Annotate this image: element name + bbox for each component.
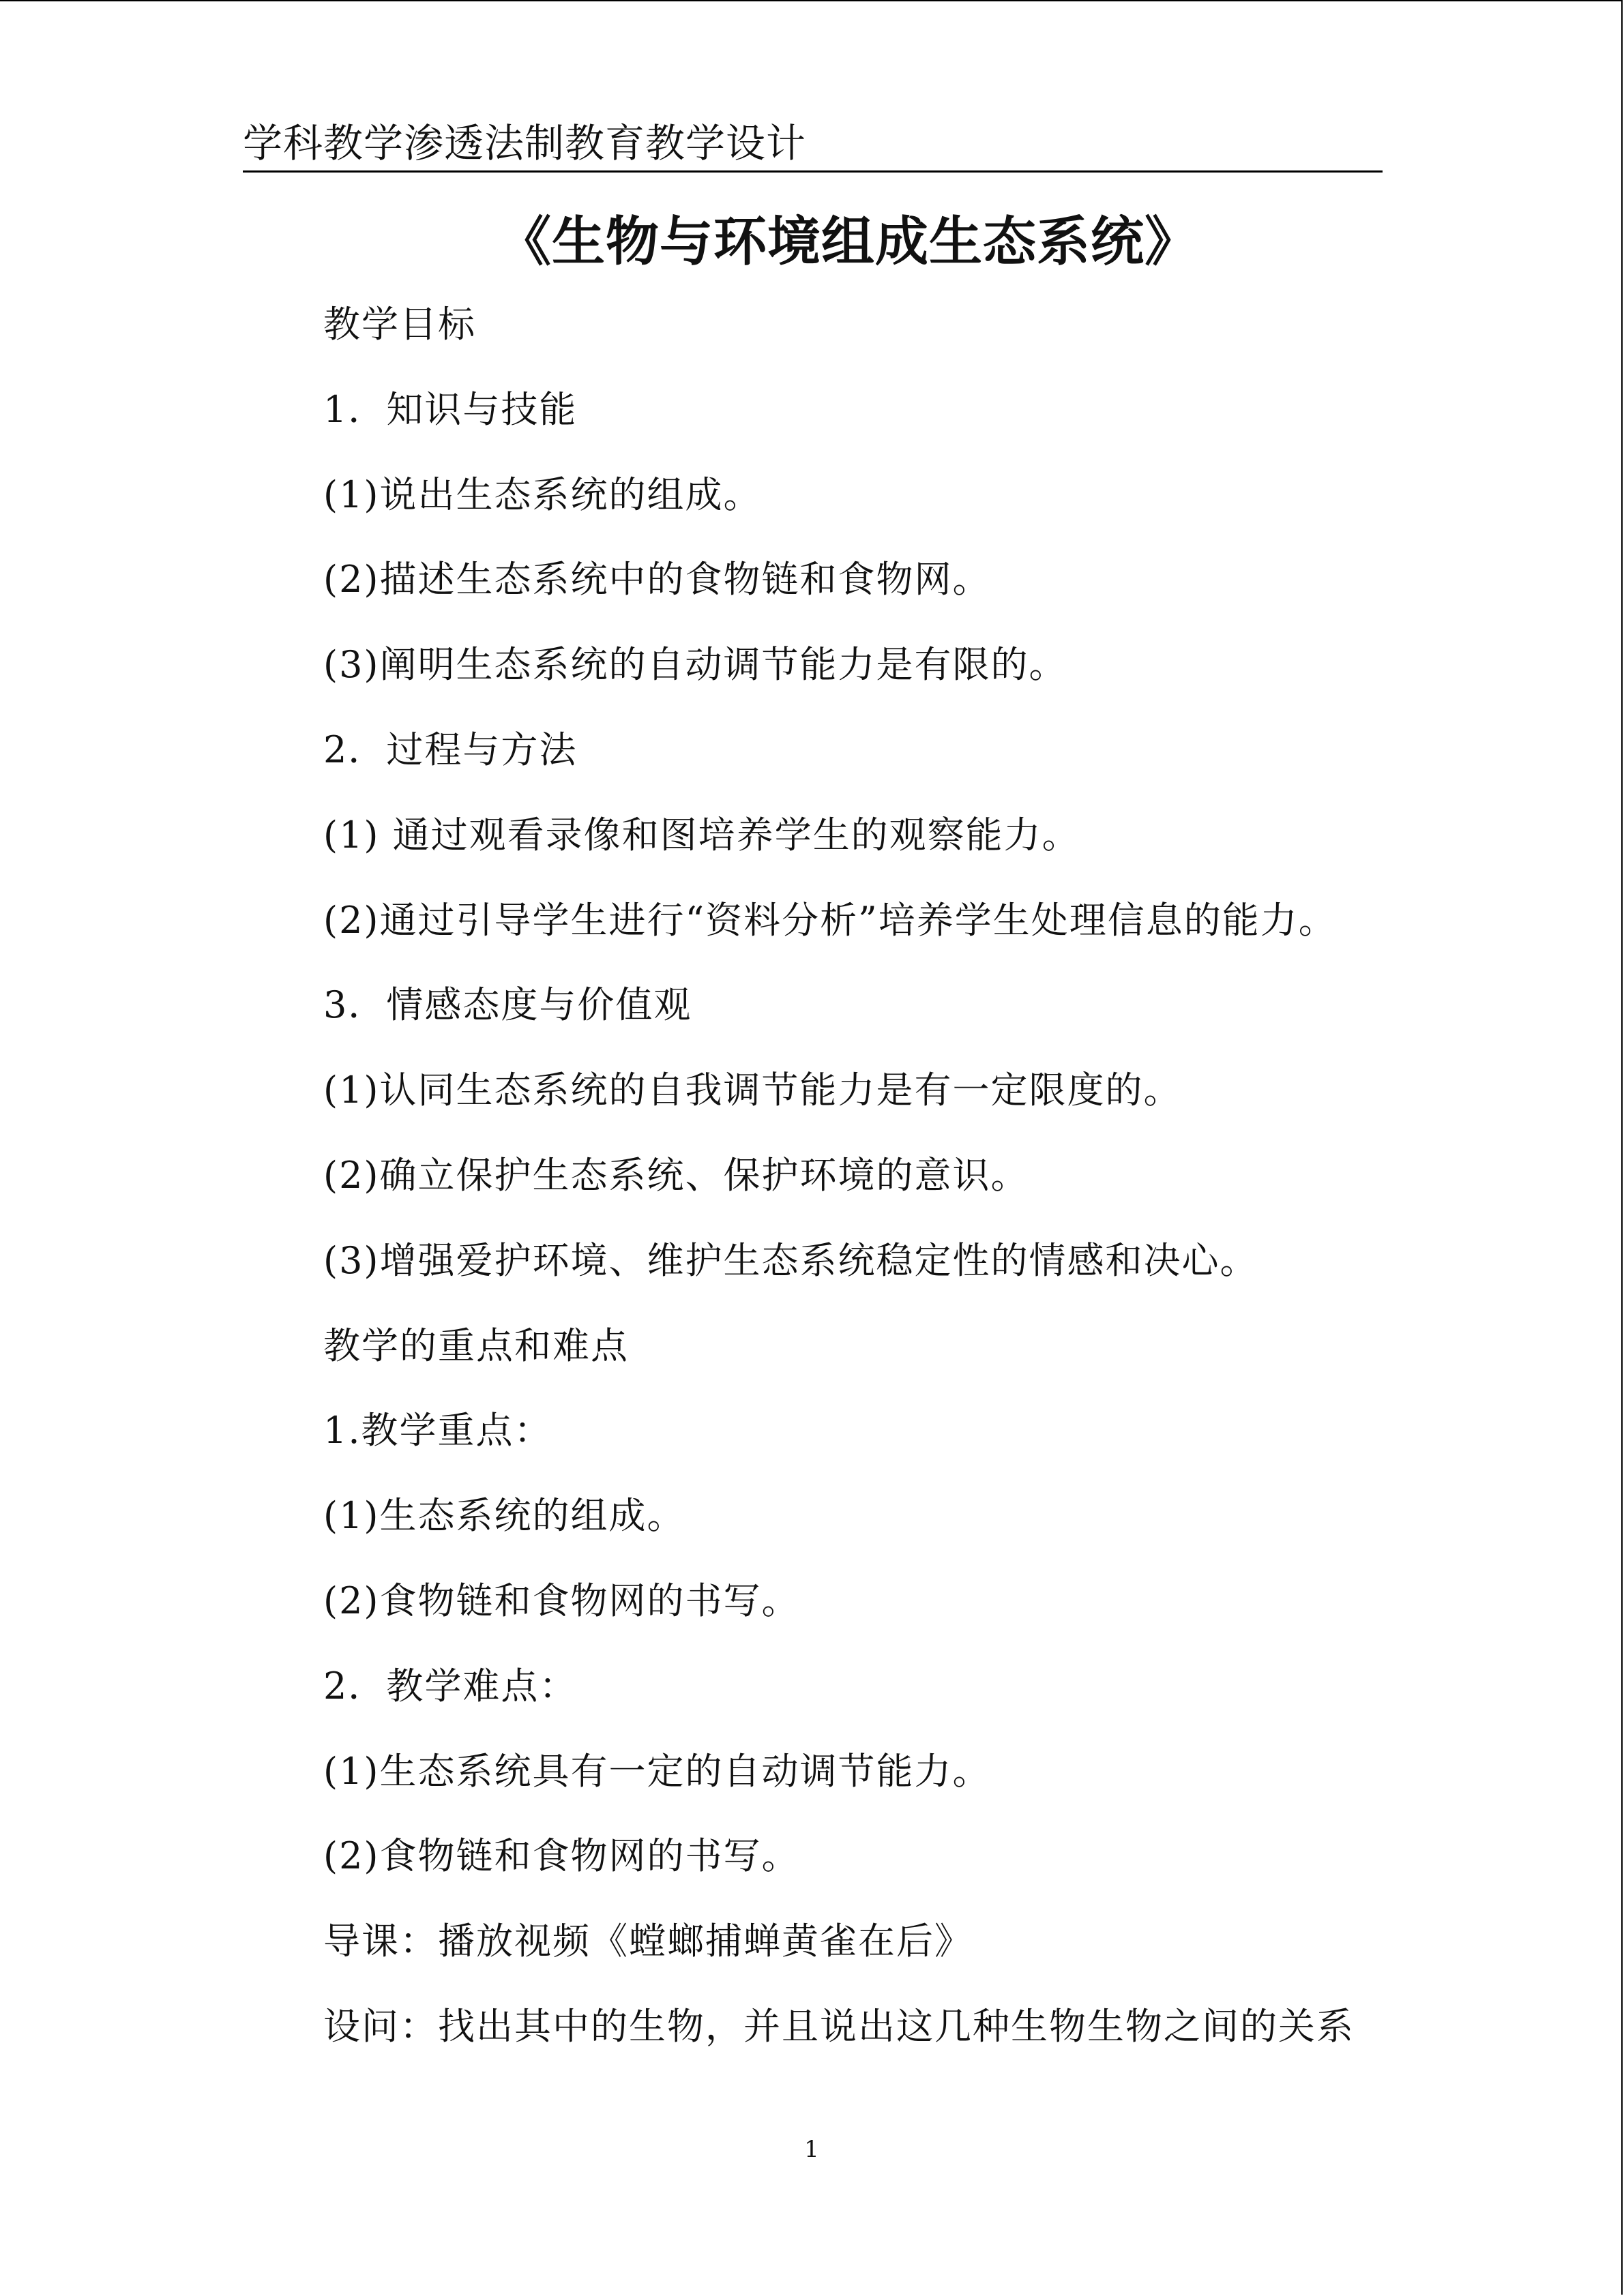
list-item: (1)生态系统具有一定的自动调节能力。 [323,1750,991,1793]
list-item: (2)通过引导学生进行“资料分析”培养学生处理信息的能力。 [323,899,1337,942]
lesson-intro: 导课：播放视频《螳螂捕蝉黄雀在后》 [323,1920,973,1963]
list-item: (1) 通过观看录像和图培养学生的观察能力。 [323,814,1080,856]
list-item: (3)阐明生态系统的自动调节能力是有限的。 [323,643,1067,686]
list-item: (2)食物链和食物网的书写。 [323,1579,800,1622]
list-item: (1)认同生态系统的自我调节能力是有一定限度的。 [323,1069,1182,1112]
list-item: (3)增强爱护环境、维护生态系统稳定性的情感和决心。 [323,1239,1258,1282]
list-item: (2)描述生态系统中的食物链和食物网。 [323,558,991,601]
list-item: (2)食物链和食物网的书写。 [323,1834,800,1877]
lesson-question: 设问：找出其中的生物，并且说出这几种生物生物之间的关系 [323,2005,1355,2048]
subheading-key-points: 1.教学重点： [323,1409,552,1452]
header-rule [243,170,1383,173]
section-heading-teaching-goals: 教学目标 [323,303,476,346]
subheading-knowledge-skills: 1．知识与技能 [323,388,578,431]
list-item: (2)确立保护生态系统、保护环境的意识。 [323,1154,1029,1197]
subheading-process-methods: 2．过程与方法 [323,728,578,771]
page-number: 1 [804,2136,819,2163]
list-item: (1)生态系统的组成。 [323,1494,685,1537]
list-item: (1)说出生态系统的组成。 [323,473,762,516]
document-title: 《生物与环境组成生态系统》 [498,211,1199,273]
subheading-difficulties: 2．教学难点： [323,1665,578,1708]
section-heading-key-points: 教学的重点和难点 [323,1324,629,1367]
subheading-attitude-values: 3．情感态度与价值观 [323,983,692,1026]
running-header: 学科教学渗透法制教育教学设计 [243,120,807,166]
